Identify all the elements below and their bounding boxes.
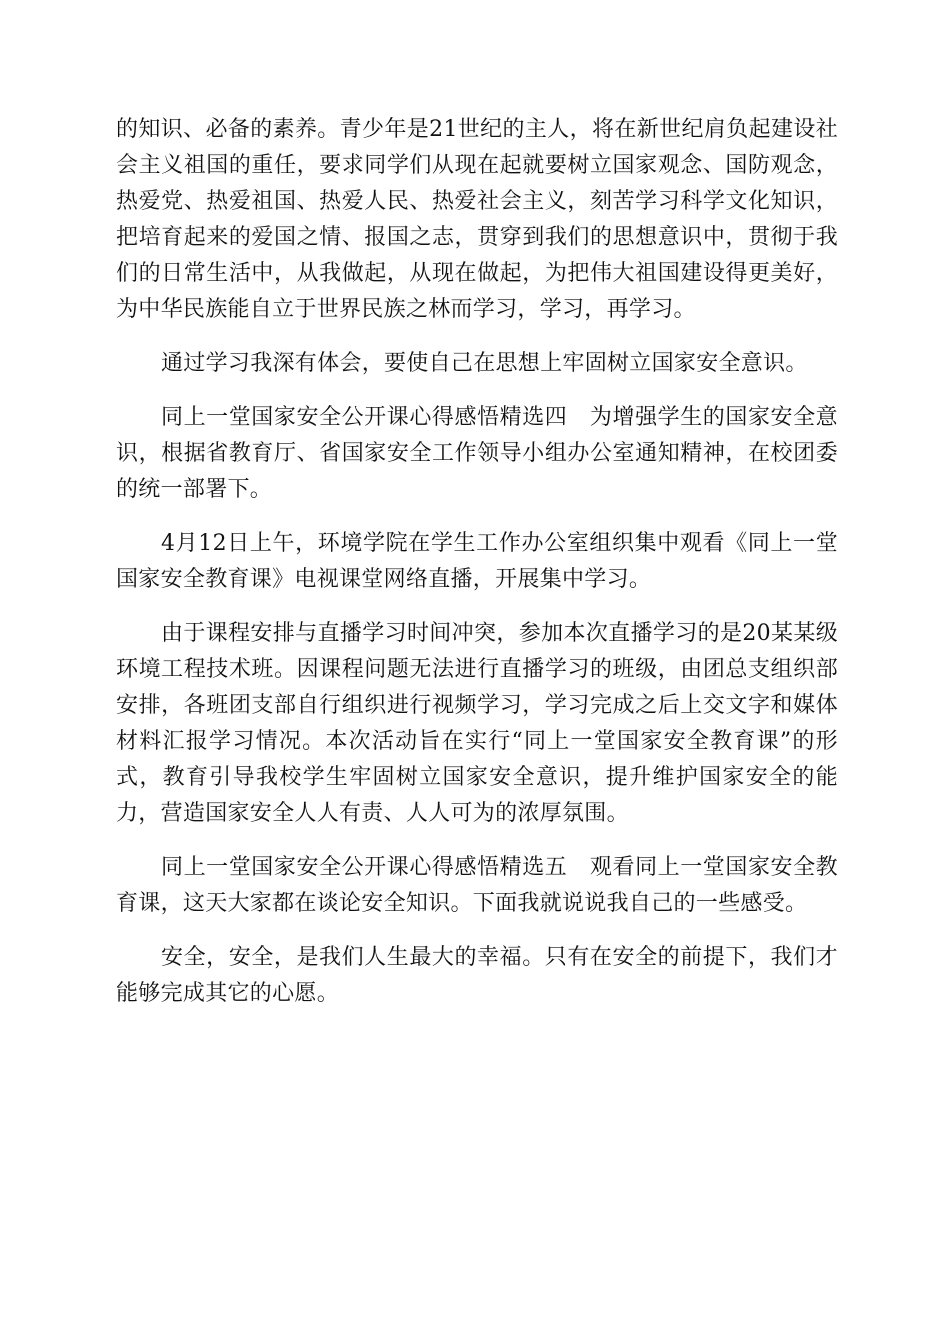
document-body — [116, 112, 838, 1030]
paragraph: 通过学习我深有体会，要使自己在思想上牢固树立国家安全意识。 — [161, 351, 808, 376]
paragraph: 同上一堂国家安全公开课心得感悟精选五 观看同上一堂国家安全教育课，这天大家都在谈论安全知识。下面我就说说我自己的一些感受。 — [116, 855, 838, 916]
paragraph: 由于课程安排与直播学习时间冲突，参加本次直播学习的是20某某级环境工程技术班。因课程问题无法进行直播学习的班级，由团总支组织部安排，各班团支部自行组织进行视频学习，学习完成之后上交文字和媒体材料汇报学习情况。本次活动旨在实行“同上一堂国家安全教育课”的形式，教育引导我校学生牢固树立国家安全意识，提升维护国家安全的能力，营造国家安全人人有责、人人可为的浓厚氛围。 — [116, 621, 838, 826]
paragraph: 安全，安全，是我们人生最大的幸福。只有在安全的前提下，我们才能够完成其它的心愿。 — [116, 945, 838, 1006]
paragraph: 4月12日上午，环境学院在学生工作办公室组织集中观看《同上一堂国家安全教育课》电视课堂网络直播，开展集中学习。 — [116, 531, 838, 592]
paragraph: 同上一堂国家安全公开课心得感悟精选四 为增强学生的国家安全意识，根据省教育厅、省国家安全工作领导小组办公室通知精神，在校团委的统一部署下。 — [116, 405, 838, 502]
paragraph-continuation: 的知识、必备的素养。青少年是21世纪的主人，将在新世纪肩负起建设社会主义祖国的重任，要求同学们从现在起就要树立国家观念、国防观念，热爱党、热爱祖国、热爱人民、热爱社会主义，刻苦学习科学文化知识，把培育起来的爱国之情、报国之志，贯穿到我们的思想意识中，贯彻于我们的日常生活中，从我做起，从现在做起，为把伟大祖国建设得更美好，为中华民族能自立于世界民族之林而学习，学习，再学习。 — [116, 117, 838, 322]
